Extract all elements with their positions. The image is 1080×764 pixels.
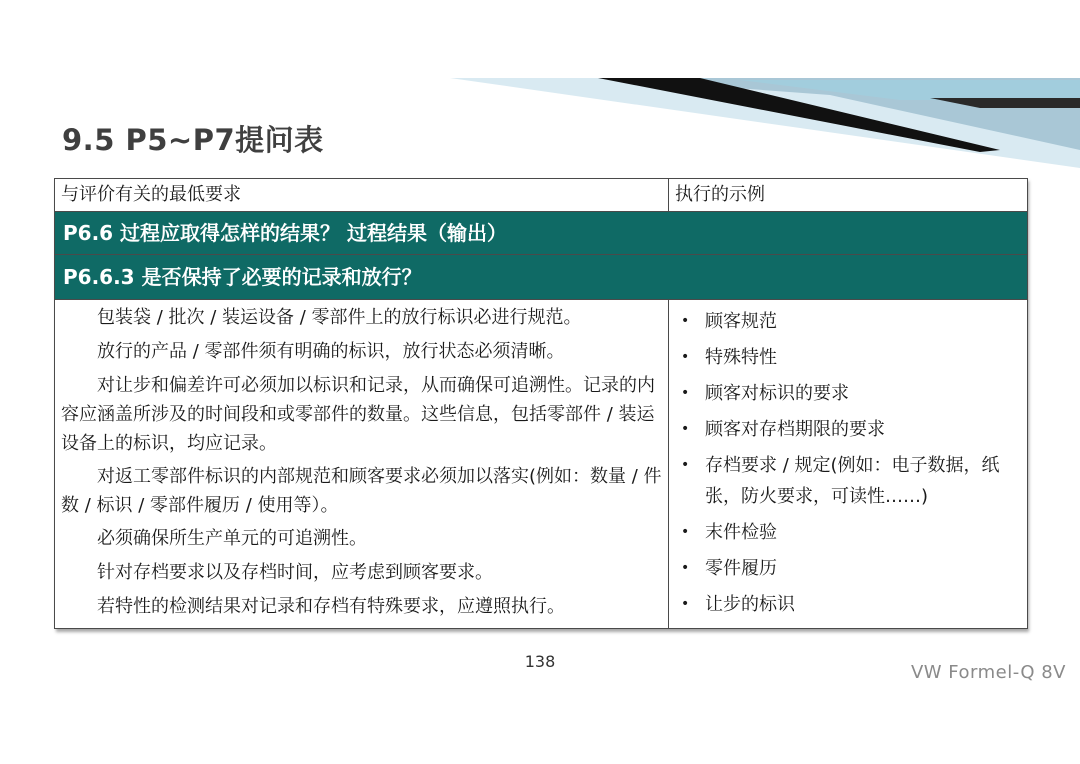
slide-title: 9.5 P5~P7提问表	[62, 123, 324, 157]
question-table	[54, 178, 1027, 629]
header-decoration	[0, 0, 1080, 200]
requirements-table	[54, 178, 1028, 629]
requirement-item: 对让步和偏差许可必须加以标识和记录，从而确保可追溯性。记录的内容应涵盖所涉及的时间段和或零部件的数量。这些信息，包括零部件 / 装运设备上的标识，均应记录。	[61, 375, 655, 454]
section-row	[55, 212, 1028, 255]
example-item: • 顾客规范	[675, 306, 1021, 337]
requirement-item: 必须确保所生产单元的可追溯性。	[97, 528, 367, 549]
examples-column-header: 执行的示例	[669, 179, 1028, 212]
table-header-row	[55, 179, 1028, 212]
page-number: 138	[524, 652, 556, 671]
example-item: • 顾客对存档期限的要求	[675, 414, 1021, 445]
requirement-item: 放行的产品 / 零部件须有明确的标识，放行状态必须清晰。	[97, 341, 565, 362]
examples-cell	[669, 300, 1028, 629]
requirement-item: 包装袋 / 批次 / 装运设备 / 零部件上的放行标识必进行规范。	[97, 307, 582, 328]
example-item: • 让步的标识	[675, 589, 1021, 620]
example-item: • 末件检验	[675, 517, 1021, 548]
example-item: • 顾客对标识的要求	[675, 378, 1021, 409]
requirement-item: 针对存档要求以及存档时间，应考虑到顾客要求。	[97, 562, 493, 583]
brand-footer: VW Formel-Q 8V	[910, 662, 1066, 683]
section-title: P6.6 过程应取得怎样的结果？ 过程结果（输出）	[55, 212, 1028, 255]
requirement-item: 若特性的检测结果对记录和存档有特殊要求，应遵照执行。	[97, 596, 565, 617]
content-row	[55, 300, 1028, 629]
requirements-cell	[55, 300, 669, 629]
examples-list	[675, 306, 1021, 620]
example-item: • 零件履历	[675, 553, 1021, 584]
requirement-item: 对返工零部件标识的内部规范和顾客要求必须加以落实(例如：数量 / 件数 / 标识 / 零部件履历 / 使用等）。	[61, 466, 662, 516]
example-item: • 存档要求 / 规定(例如：电子数据，纸张，防火要求，可读性……)	[675, 450, 1021, 512]
question-row	[55, 255, 1028, 300]
example-item: • 特殊特性	[675, 342, 1021, 373]
requirements-column-header: 与评价有关的最低要求	[55, 179, 669, 212]
question-title: P6.6.3 是否保持了必要的记录和放行？	[55, 255, 1028, 300]
